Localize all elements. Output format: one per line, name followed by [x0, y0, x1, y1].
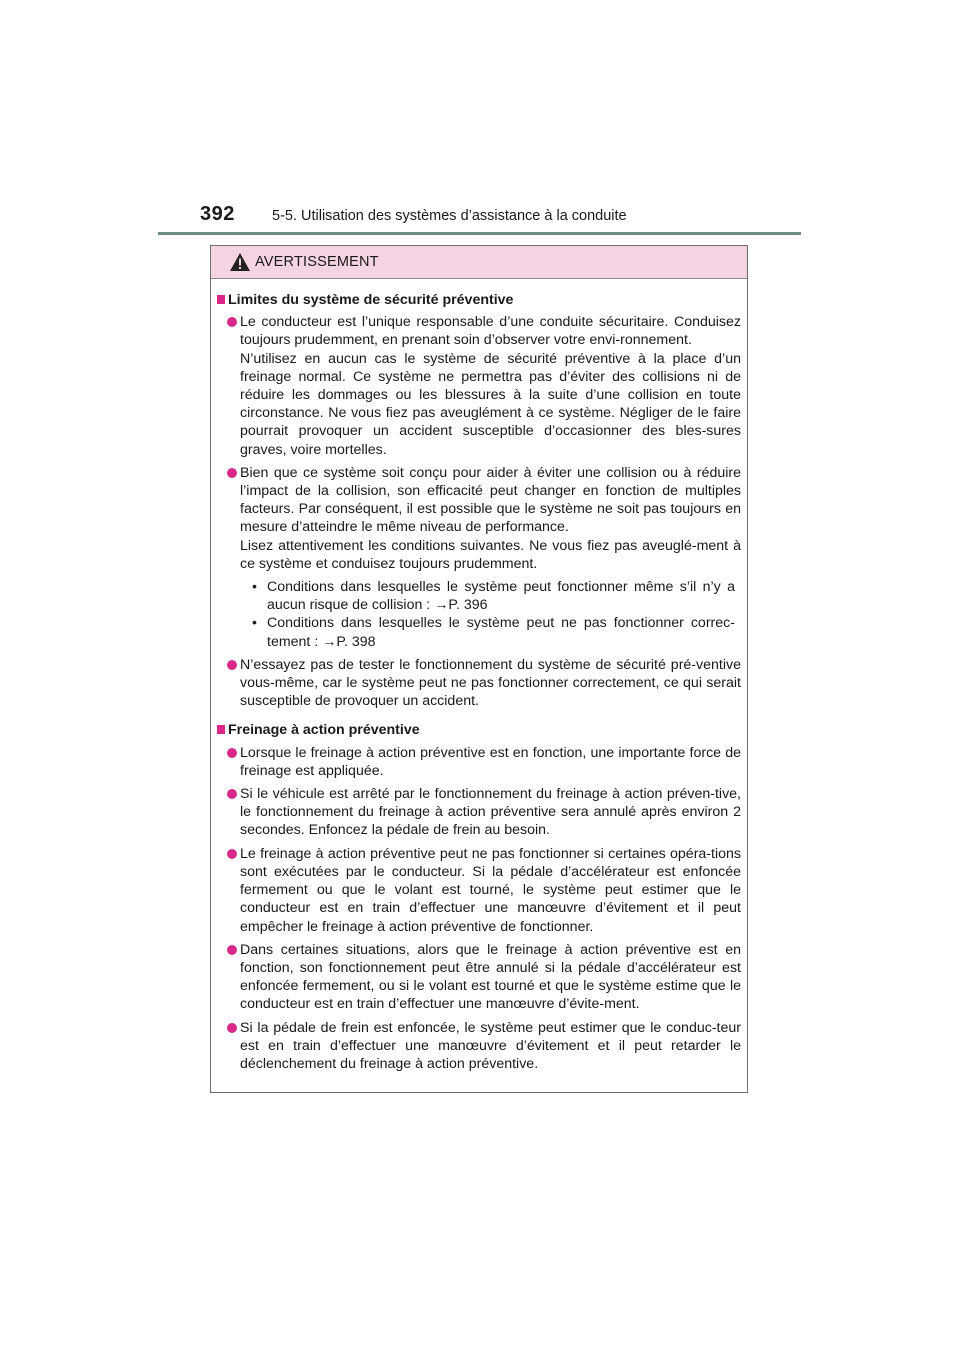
sub-list-item — [240, 578, 741, 614]
page-number: 392 — [200, 203, 235, 225]
section-title: 5-5. Utilisation des systèmes d’assistance à la conduite — [272, 208, 627, 224]
paragraph: N’utilisez en aucun cas le système de sécurité préventive à la place d’un freinage normal. Ce système ne permettra pas d’éviter des collisions ni de réduire les dommages ou les blessures à la suite d’une collision en toute circonstance. Ne vous fiez pas aveuglément à ce système. Négliger de le faire pourrait provoquer un accident susceptible d’occasionner des bles-sures graves, voire mortelles. — [240, 350, 741, 458]
paragraph: Dans certaines situations, alors que le freinage à action préventive est en fonction, son fonctionnement peut être annulé si la pédale d’accélérateur est enfoncée fermement, ou si le volant est tourné et que le système estime que le conducteur est en train d’effectuer une manœuvre d’évite-ment. — [240, 941, 741, 1013]
round-bullet-icon — [227, 1023, 237, 1033]
sub-list — [240, 578, 741, 651]
paragraph: Bien que ce système soit conçu pour aider à éviter une collision ou à réduire l’impact de la collision, son efficacité peut changer en fonction de multiples facteurs. Par conséquent, il est possible que le système ne soit pas toujours en mesure d’atteindre le même niveau de performance. — [240, 464, 741, 536]
paragraph: Lorsque le freinage à action préventive est en fonction, une importante force de freinage est appliquée. — [240, 744, 741, 779]
small-bullet-icon: • — [252, 615, 257, 632]
paragraph: Lisez attentivement les conditions suivantes. Ne vous fiez pas aveuglé-ment à ce système et conduisez toujours prudemment. — [240, 537, 741, 572]
bullet-item — [217, 656, 741, 711]
header-rule — [158, 232, 801, 235]
bullet-item — [217, 464, 741, 651]
warning-label: AVERTISSEMENT — [255, 254, 379, 270]
bullet-item — [217, 941, 741, 1014]
round-bullet-icon — [227, 849, 237, 859]
paragraph: Si le véhicule est arrêté par le fonctionnement du freinage à action préven-tive, le fonctionnement du freinage à action préventive sera annulé après environ 2 secondes. Enfoncez la pédale de frein au besoin. — [240, 786, 741, 839]
small-bullet-icon: • — [252, 579, 257, 596]
round-bullet-icon — [227, 660, 237, 670]
paragraph: N’essayez pas de tester le fonctionnement du système de sécurité pré-ventive vous-même, car le système peut ne pas fonctionner correctement, ce qui serait susceptible de provoquer un accident. — [240, 656, 741, 710]
round-bullet-icon — [227, 945, 237, 955]
section-heading-text: Limites du système de sécurité préventive — [228, 292, 514, 308]
warning-triangle-icon — [229, 252, 251, 272]
bullet-item — [217, 1019, 741, 1074]
square-bullet-icon — [217, 295, 225, 304]
bullet-item — [217, 785, 741, 840]
paragraph: Le freinage à action préventive peut ne pas fonctionner si certaines opéra-tions sont exécutées par le conducteur. Si la pédale d’accélérateur est enfoncée fermement ou que le volant est tourné, le système peut estimer que le conducteur est en train d’effectuer une manœuvre d’évitement et il peut empêcher le freinage à action préventive de fonctionner. — [240, 845, 741, 935]
bullet-item — [217, 313, 741, 459]
square-bullet-icon — [217, 725, 225, 734]
bullet-item — [217, 744, 741, 780]
paragraph: Le conducteur est l’unique responsable d’une conduite sécuritaire. Conduisez toujours prudemment, en prenant soin d’observer votre envi-ronnement. — [240, 314, 741, 349]
section-heading — [217, 721, 741, 739]
round-bullet-icon — [227, 317, 237, 327]
warning-header — [211, 246, 747, 279]
paragraph: Si la pédale de frein est enfoncée, le système peut estimer que le conduc-teur est en train d’effectuer une manœuvre d’évitement et il peut retarder le déclenchement du freinage à action préventive. — [240, 1019, 741, 1072]
sub-list-item-text: Conditions dans lesquelles le système peut ne pas fonctionner correc-tement : →P. 398 — [267, 615, 735, 650]
sub-list-item-text: Conditions dans lesquelles le système peut fonctionner même s’il n’y a aucun risque de collision : →P. 396 — [267, 579, 735, 614]
round-bullet-icon — [227, 789, 237, 799]
warning-box — [210, 245, 748, 1093]
warning-content — [211, 279, 747, 1073]
round-bullet-icon — [227, 748, 237, 758]
section-heading — [217, 291, 741, 309]
bullet-item — [217, 845, 741, 936]
section-heading-text: Freinage à action préventive — [228, 722, 420, 739]
round-bullet-icon — [227, 468, 237, 478]
sub-list-item — [240, 614, 741, 650]
